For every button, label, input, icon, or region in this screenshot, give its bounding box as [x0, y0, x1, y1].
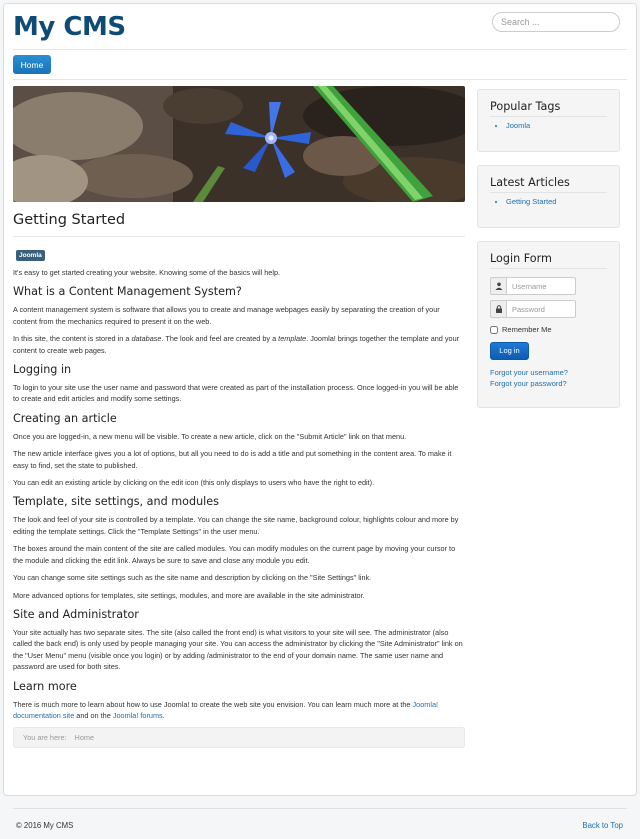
latest-article-item[interactable]: • Getting Started: [506, 197, 607, 206]
section-paragraph: You can change some site settings such as the site name and description by clicking on the "Site Settings" link.: [13, 573, 372, 583]
joomla-docs-link[interactable]: Joomla! documentation site: [13, 699, 439, 720]
lock-icon: [490, 300, 506, 318]
tag-badge-joomla[interactable]: Joomla: [16, 250, 45, 261]
password-field-group: [490, 300, 576, 318]
login-button[interactable]: Log in: [490, 342, 529, 360]
section-heading-cms: What is a Content Management System?: [13, 285, 242, 299]
section-paragraph: Your site actually has two separate sites. The site (also called the front end) is what visitors to your site will see. The administrator (also called the back end) is only used by people managing your site. You can access the administrator by clicking the "Site Administrator" link on the "User Menu" menu (visible once you login) or by adding /administrator to the end of your domain name. The same user name and password are used for both sites.: [13, 627, 463, 672]
section-heading-learn-more: Learn more: [13, 679, 77, 693]
nav-home-button[interactable]: Home: [13, 55, 51, 74]
footer-divider: [13, 808, 627, 809]
forgot-password-link[interactable]: Forgot your password?: [490, 378, 567, 388]
login-form-module: [477, 241, 620, 408]
article-hero-image: [13, 86, 465, 202]
search-input[interactable]: [492, 12, 620, 32]
article-intro: It's easy to get started creating your website. Knowing some of the basics will help.: [13, 268, 281, 277]
back-to-top-link[interactable]: Back to Top: [582, 821, 623, 830]
section-paragraph: In this site, the content is stored in a database. The look and feel are created by a template. Joomla! brings together the template and your content to create web pages.: [13, 334, 460, 355]
latest-articles-title: Latest Articles: [490, 176, 607, 193]
section-paragraph: A content management system is software that allows you to create and manage webpages easily by separating the creation of your content from the mechanics required to present it on the web.: [13, 305, 440, 326]
title-divider: [13, 236, 465, 237]
section-paragraph: To login to your site use the user name and password that were created as part of the installation process. Once logged-in you will be able to create and edit articles and modify some settings.: [13, 383, 459, 404]
section-paragraph: The look and feel of your site is controlled by a template. You can change the site name, background colour, highlights colour and more by editing the template settings. Click the "Template Settings" in the user menu.: [13, 515, 459, 536]
username-field-group: [490, 277, 576, 295]
remember-me-label: Remember Me: [502, 325, 552, 334]
latest-articles-module: [477, 165, 620, 228]
section-paragraph: Once you are logged-in, a new menu will be visible. To create a new article, click on the "Submit Article" link on that menu.: [13, 431, 407, 441]
section-paragraph: The new article interface gives you a lot of options, but all you need to do is add a title and put something in the content area. To make it easy to find, set the state to published.: [13, 449, 452, 470]
popular-tags-module: [477, 89, 620, 152]
section-paragraph: You can edit an existing article by clicking on the edit icon (this only displays to users who have the right to edit).: [13, 478, 375, 488]
main-content: [13, 86, 465, 748]
username-input[interactable]: [506, 277, 576, 295]
header-divider: [13, 49, 627, 50]
breadcrumb-label: You are here:: [23, 733, 67, 743]
breadcrumb-home[interactable]: Home: [74, 733, 95, 743]
login-form-title: Login Form: [490, 252, 607, 269]
popular-tag-item[interactable]: • Joomla: [506, 121, 607, 130]
section-heading-template: Template, site settings, and modules: [13, 495, 220, 509]
article-title: Getting Started: [13, 212, 126, 228]
section-heading-logging-in: Logging in: [13, 363, 72, 377]
section-heading-creating-article: Creating an article: [13, 411, 117, 425]
nav-divider: [13, 79, 627, 80]
user-icon: [490, 277, 506, 295]
remember-me-checkbox[interactable]: [490, 326, 498, 334]
footer-copyright: © 2016 My CMS: [16, 821, 74, 830]
remember-me-row[interactable]: [490, 325, 607, 334]
joomla-forums-link[interactable]: Joomla! forums: [112, 710, 163, 720]
section-heading-site-admin: Site and Administrator: [13, 607, 139, 621]
site-title[interactable]: My CMS: [13, 12, 126, 42]
forgot-username-link[interactable]: Forgot your username?: [490, 367, 568, 377]
popular-tags-title: Popular Tags: [490, 100, 607, 117]
section-paragraph: More advanced options for templates, site settings, modules, and more are available in the site administrator.: [13, 590, 365, 600]
section-paragraph: There is much more to learn about how to use Joomla! to create the web site you envision. You can learn much more at the Joomla! documentation site and on the Joomla! forums.: [13, 699, 439, 720]
section-paragraph: The boxes around the main content of the site are called modules. You can modify modules on the current page by moving your cursor to the module and clicking the edit link. Always be sure to save and close any module you edit.: [13, 544, 456, 565]
password-input[interactable]: [506, 300, 576, 318]
breadcrumb: [13, 727, 465, 748]
